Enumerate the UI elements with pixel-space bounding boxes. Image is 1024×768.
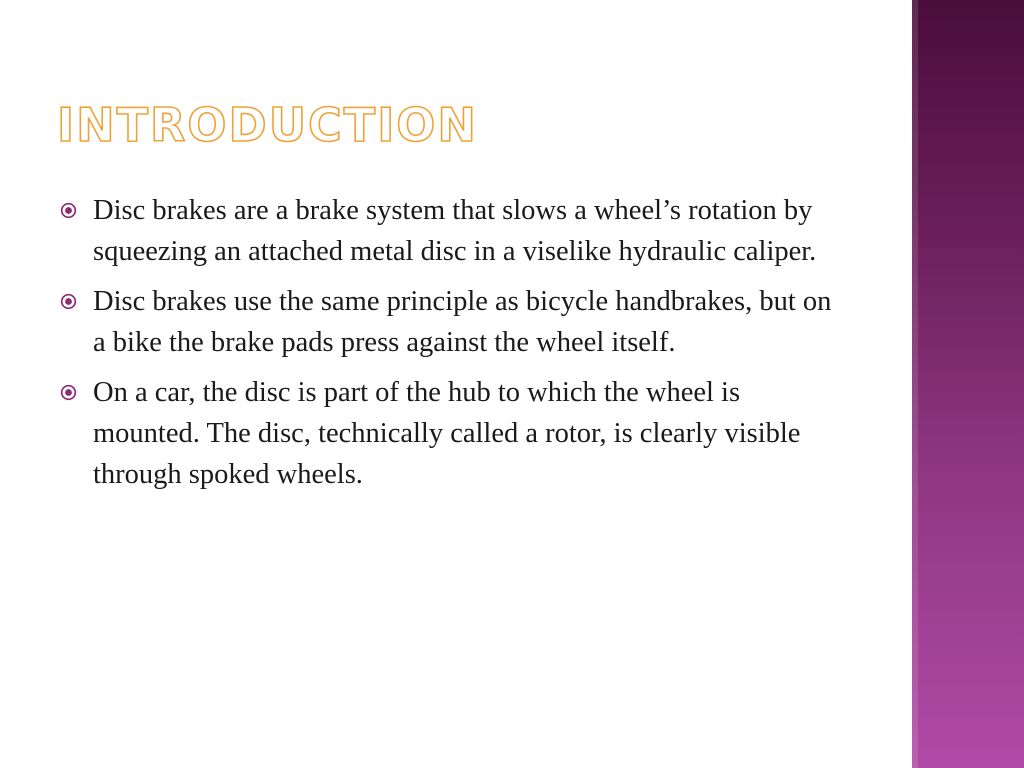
- bullet-list: [60, 190, 850, 504]
- bullet-item: [60, 372, 850, 495]
- bullet-item: [60, 190, 850, 272]
- bullet-text: Disc brakes use the same principle as bicycle handbrakes, but on a bike the brake pads press against the wheel itself.: [93, 286, 832, 358]
- bullet-item: [60, 281, 850, 363]
- bullet-text: On a car, the disc is part of the hub to which the wheel is mounted. The disc, technically called a rotor, is clearly visible through spoked wheels.: [93, 377, 801, 490]
- circled-dot-bullet-icon: [60, 202, 77, 219]
- circled-dot-bullet-icon: [60, 293, 77, 310]
- circled-dot-bullet-icon: [60, 384, 77, 401]
- bullet-text: Disc brakes are a brake system that slows a wheel’s rotation by squeezing an attached metal disc in a viselike hydraulic caliper.: [93, 195, 817, 267]
- slide-title: INTRODUCTION: [57, 98, 478, 152]
- decorative-side-bar: [912, 0, 1024, 768]
